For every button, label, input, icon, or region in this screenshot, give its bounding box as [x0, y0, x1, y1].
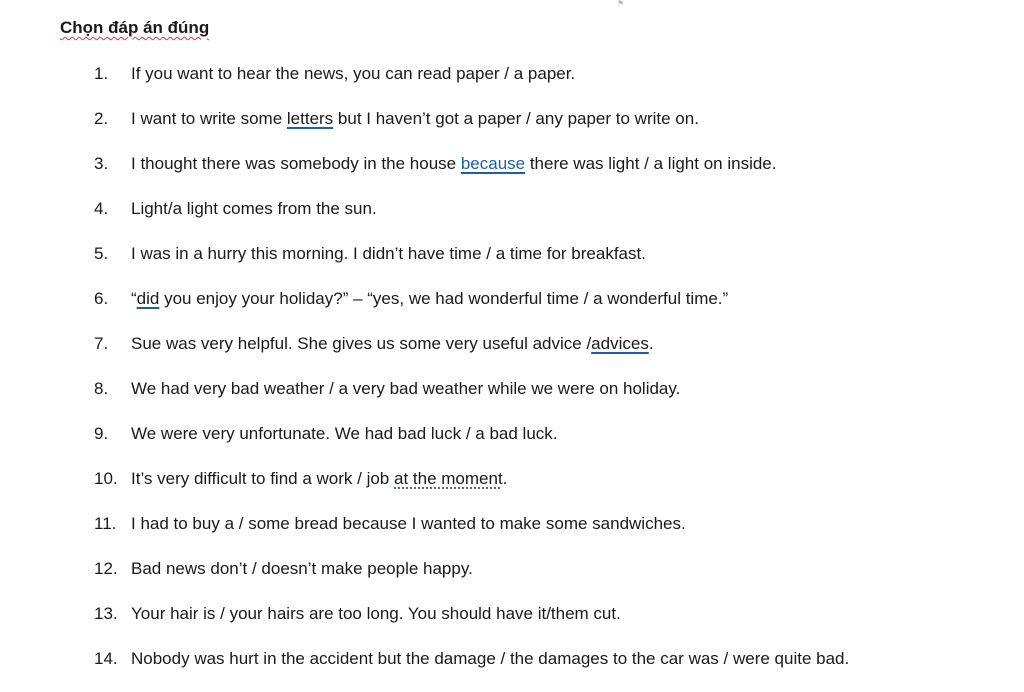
item-number: 5. [94, 244, 109, 263]
list-item [0, 197, 1024, 242]
item-text [131, 152, 776, 176]
item-text [131, 512, 686, 536]
list-item [0, 647, 1024, 692]
list-item [0, 107, 1024, 152]
list-item [0, 557, 1024, 602]
text-segment: you enjoy your holiday?” – “yes, we had wonderful time / a wonderful time.” [159, 289, 729, 308]
text-segment: We had very bad weather / a very bad weather while we were on holiday. [131, 379, 681, 398]
text-segment: It’s very difficult to find a work / job [131, 469, 394, 488]
heading-text: Chọn đáp án đúng [60, 18, 210, 37]
text-segment: If you want to hear the news, you can read paper / a paper. [131, 64, 576, 83]
item-number: 7. [94, 334, 109, 353]
text-segment: Your hair is / your hairs are too long. You should have it/them cut. [131, 604, 621, 623]
text-segment: I thought there was somebody in the house [131, 154, 461, 173]
item-number: 2. [94, 109, 109, 128]
text-segment: but I haven’t got a paper / any paper to write on. [333, 109, 699, 128]
item-text [131, 422, 558, 446]
item-text [131, 557, 473, 581]
text-segment: I want to write some [131, 109, 287, 128]
list-item [0, 242, 1024, 287]
list-item [0, 377, 1024, 422]
underlined-word: at the moment [394, 469, 503, 488]
list-item [0, 467, 1024, 512]
item-number: 1. [94, 64, 109, 83]
page-title [60, 18, 209, 38]
item-text [131, 332, 654, 356]
item-number: 8. [94, 379, 109, 398]
text-segment: I was in a hurry this morning. I didn’t have time / a time for breakfast. [131, 244, 646, 263]
list-item [0, 602, 1024, 647]
item-number: 13. [94, 604, 118, 623]
text-segment: We were very unfortunate. We had bad luck / a bad luck. [131, 424, 558, 443]
inline-link[interactable]: because [460, 154, 526, 173]
text-segment: Sue was very helpful. She gives us some very useful advice / [131, 334, 592, 353]
item-number: 9. [94, 424, 109, 443]
list-item [0, 512, 1024, 557]
item-number: 6. [94, 289, 109, 308]
exercise-list [0, 62, 1024, 692]
list-item [0, 152, 1024, 197]
item-text [131, 62, 575, 86]
underlined-word: advices [591, 334, 649, 353]
item-number: 10. [94, 469, 118, 488]
item-text [131, 602, 621, 626]
item-text [131, 377, 680, 401]
text-segment: Nobody was hurt in the accident but the damage / the damages to the car was / were quite bad. [131, 649, 850, 668]
text-segment: “ [131, 289, 137, 308]
text-segment: there was light / a light on inside. [525, 154, 777, 173]
item-text [131, 467, 507, 491]
item-text [131, 242, 646, 266]
item-number: 11. [94, 514, 117, 533]
item-text [131, 107, 699, 131]
text-segment: I had to buy a / some bread because I wanted to make some sandwiches. [131, 514, 686, 533]
corner-mark-icon: ⚑ [617, 0, 625, 8]
item-number: 12. [94, 559, 118, 578]
list-item [0, 287, 1024, 332]
item-text [131, 647, 849, 671]
text-segment: Light/a light comes from the sun. [131, 199, 377, 218]
text-segment: . [648, 334, 654, 353]
text-segment: Bad news don’t / doesn’t make people happy. [131, 559, 473, 578]
list-item [0, 332, 1024, 377]
item-text [131, 287, 728, 311]
list-item [0, 62, 1024, 107]
list-item [0, 422, 1024, 467]
item-number: 3. [94, 154, 109, 173]
underlined-word: letters [286, 109, 334, 128]
underlined-word: did [136, 289, 160, 308]
item-number: 4. [94, 199, 109, 218]
item-number: 14. [94, 649, 118, 668]
item-text [131, 197, 377, 221]
text-segment: . [502, 469, 508, 488]
